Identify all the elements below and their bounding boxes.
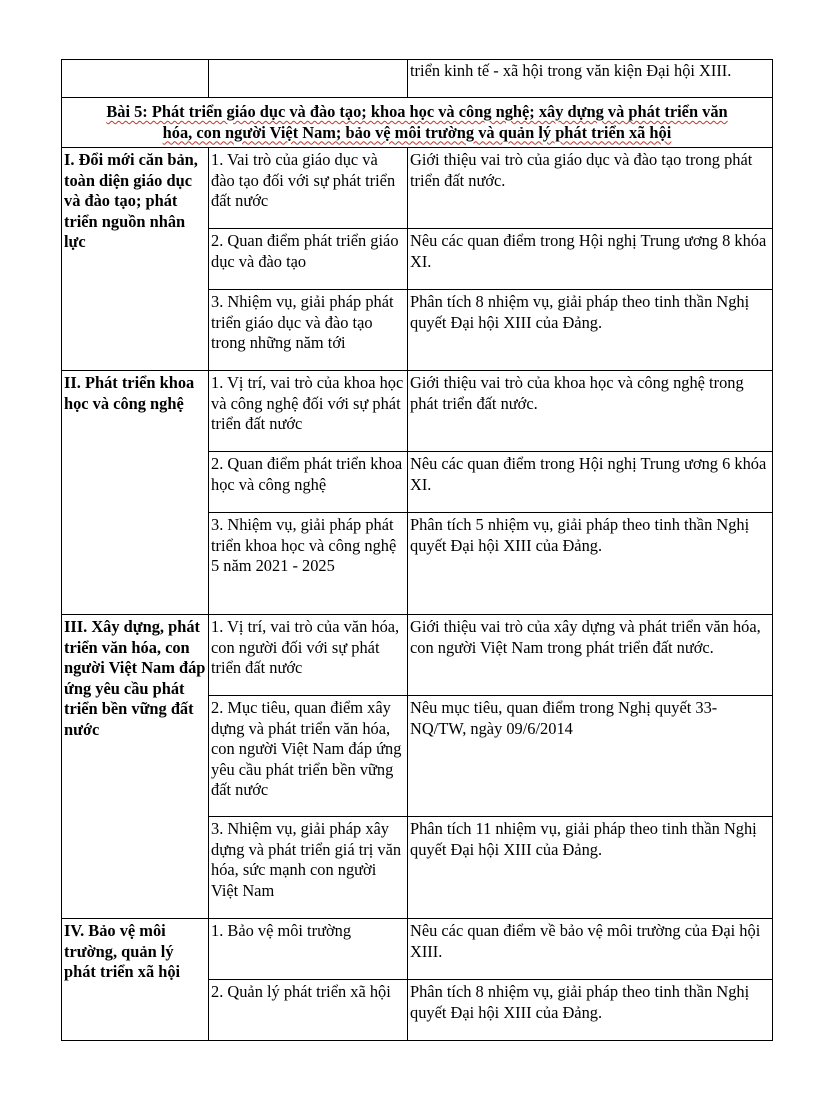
table-row — [62, 60, 773, 98]
section-title-2: II. Phát triển khoa học và công nghệ — [62, 371, 209, 615]
section-title-3: III. Xây dựng, phát triển văn hóa, con người Việt Nam đáp ứng yêu cầu phát triển bền vững đất nước — [62, 615, 209, 919]
lesson-title-line-1: Bài 5: Phát triển giáo dục và đào tạo; khoa học và công nghệ; xây dựng và phát triển văn — [106, 102, 728, 121]
objective-cell: Giới thiệu vai trò của giáo dục và đào tạo trong phát triển đất nước. — [408, 148, 773, 229]
curriculum-table — [61, 59, 773, 1041]
objective-cell: Phân tích 5 nhiệm vụ, giải pháp theo tinh thần Nghị quyết Đại hội XIII của Đảng. — [408, 513, 773, 615]
topic-cell: 1. Bảo vệ môi trường — [209, 919, 408, 980]
topic-cell: 3. Nhiệm vụ, giải pháp phát triển khoa học và công nghệ 5 năm 2021 - 2025 — [209, 513, 408, 615]
objective-cell: Giới thiệu vai trò của xây dựng và phát triển văn hóa, con người Việt Nam trong phát triển đất nước. — [408, 615, 773, 696]
table-row — [62, 919, 773, 980]
lesson-title-row — [62, 98, 773, 148]
objective-cell: Nêu các quan điểm trong Hội nghị Trung ương 6 khóa XI. — [408, 452, 773, 513]
topic-cell: 2. Mục tiêu, quan điểm xây dựng và phát triển văn hóa, con người Việt Nam đáp ứng yêu cầu phát triển bền vững đất nước — [209, 696, 408, 817]
objective-cell: Nêu các quan điểm trong Hội nghị Trung ương 8 khóa XI. — [408, 229, 773, 290]
topic-cell: 1. Vị trí, vai trò của văn hóa, con người đối với sự phát triển đất nước — [209, 615, 408, 696]
topic-cell: 2. Quản lý phát triển xã hội — [209, 980, 408, 1041]
table-row — [62, 371, 773, 452]
objective-cell: Nêu các quan điểm về bảo vệ môi trường của Đại hội XIII. — [408, 919, 773, 980]
topic-cell: 3. Nhiệm vụ, giải pháp xây dựng và phát triển giá trị văn hóa, sức mạnh con người Việt Nam — [209, 817, 408, 919]
objective-cell: Phân tích 8 nhiệm vụ, giải pháp theo tinh thần Nghị quyết Đại hội XIII của Đảng. — [408, 290, 773, 371]
section-title-1: I. Đổi mới căn bản, toàn diện giáo dục và đào tạo; phát triển nguồn nhân lực — [62, 148, 209, 371]
lesson-title — [62, 98, 773, 148]
topic-cell: 2. Quan điểm phát triển khoa học và công nghệ — [209, 452, 408, 513]
objective-cell: Giới thiệu vai trò của khoa học và công nghệ trong phát triển đất nước. — [408, 371, 773, 452]
objective-cell: Phân tích 8 nhiệm vụ, giải pháp theo tinh thần Nghị quyết Đại hội XIII của Đảng. — [408, 980, 773, 1041]
objective-cell: Phân tích 11 nhiệm vụ, giải pháp theo tinh thần Nghị quyết Đại hội XIII của Đảng. — [408, 817, 773, 919]
topic-cell: 3. Nhiệm vụ, giải pháp phát triển giáo dục và đào tạo trong những năm tới — [209, 290, 408, 371]
objective-cell: Nêu mục tiêu, quan điểm trong Nghị quyết 33-NQ/TW, ngày 09/6/2014 — [408, 696, 773, 817]
table-row — [62, 148, 773, 229]
topic-cell: 2. Quan điểm phát triển giáo dục và đào tạo — [209, 229, 408, 290]
topic-cell: 1. Vai trò của giáo dục và đào tạo đối với sự phát triển đất nước — [209, 148, 408, 229]
topic-cell — [209, 60, 408, 98]
objective-cell: triển kinh tế - xã hội trong văn kiện Đại hội XIII. — [408, 60, 773, 98]
section-cell — [62, 60, 209, 98]
section-title-4: IV. Bảo vệ môi trường, quản lý phát triển xã hội — [62, 919, 209, 1041]
lesson-title-line-2: hóa, con người Việt Nam; bảo vệ môi trường và quản lý phát triển xã hội — [162, 122, 672, 142]
table-row — [62, 615, 773, 696]
topic-cell: 1. Vị trí, vai trò của khoa học và công nghệ đối với sự phát triển đất nước — [209, 371, 408, 452]
